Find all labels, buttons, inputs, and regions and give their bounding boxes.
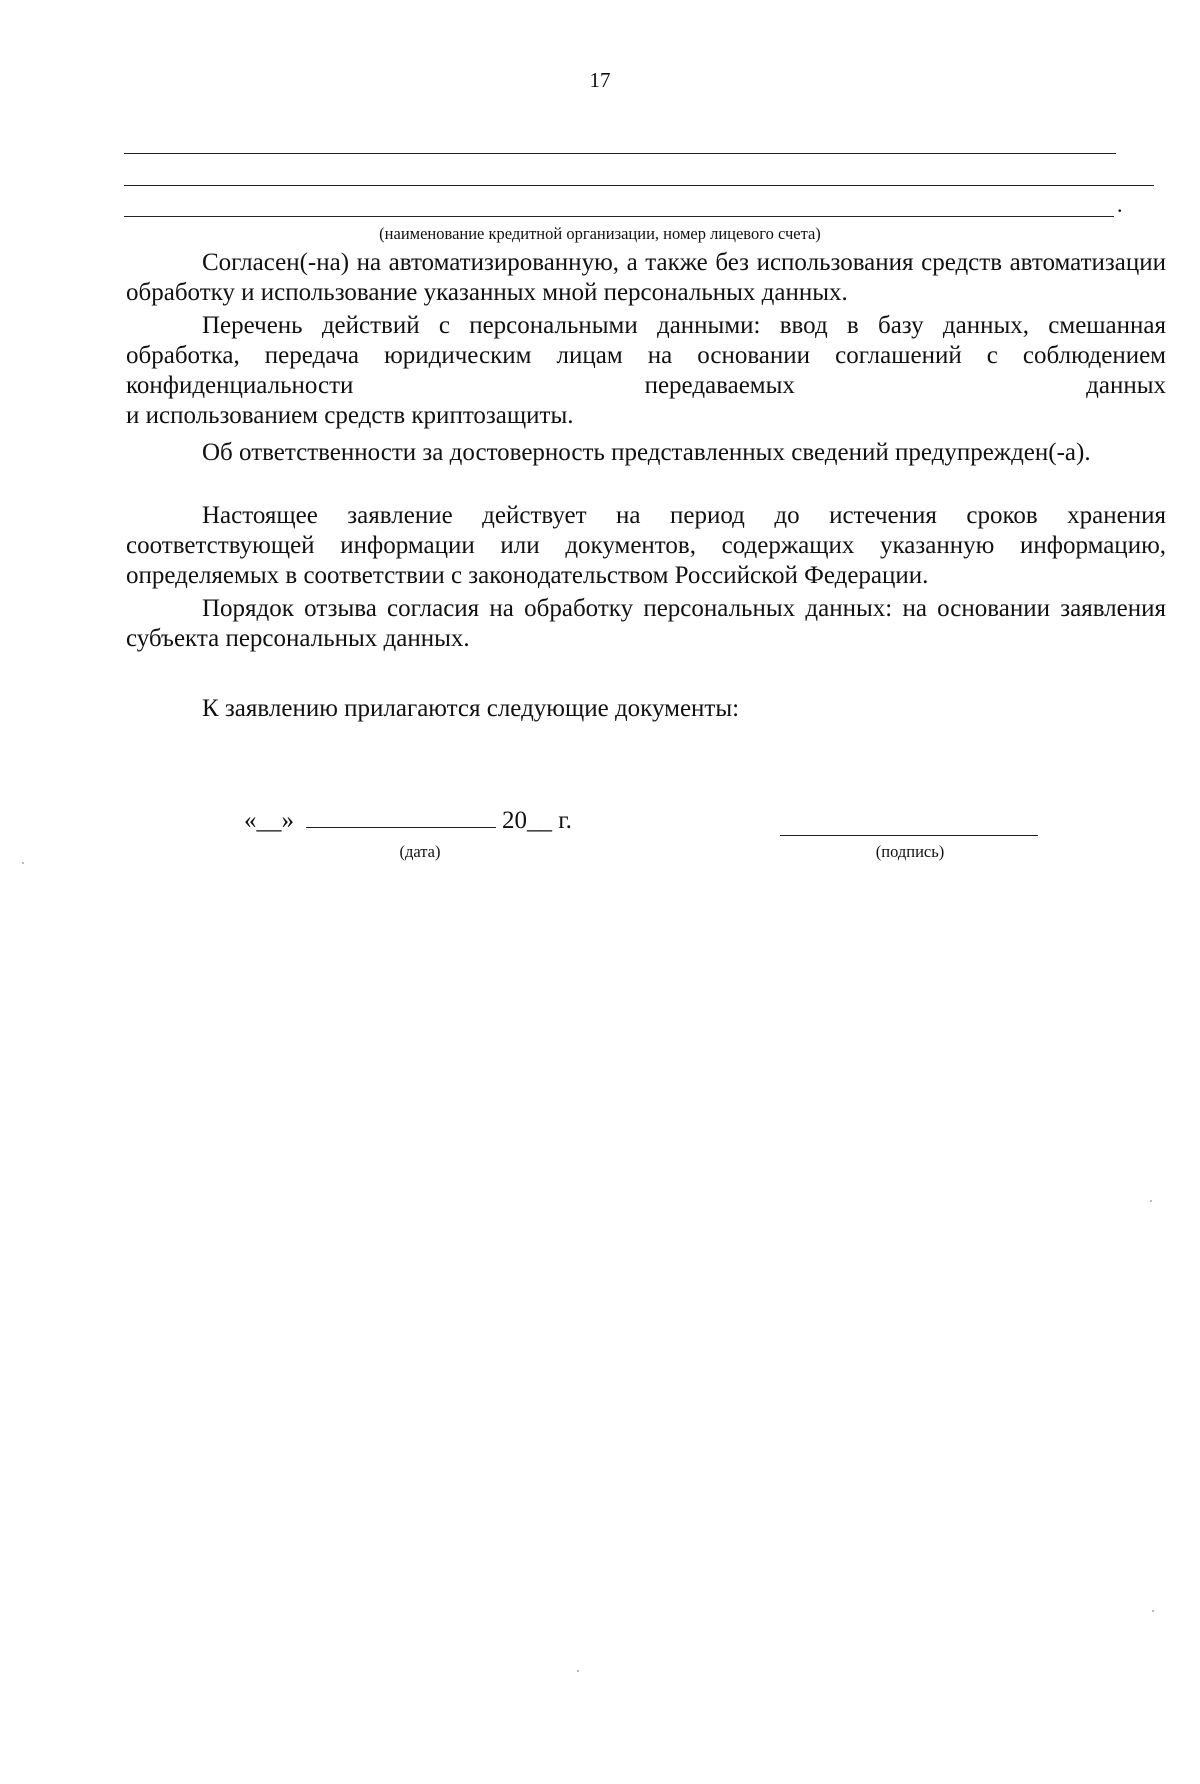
month-blank <box>306 805 496 828</box>
year-blank: __ <box>527 807 552 834</box>
actions-list-paragraph: Перечень действий с персональными данными: ввод в базу данных, смешанная обработка, передача юридическим лицам на основании соглашений с соблюдением конфиденциальности передаваемых данных <box>126 312 1166 399</box>
bank-line-end-mark: . <box>1117 192 1123 217</box>
bank-name-line-3 <box>124 216 1114 217</box>
signature-caption: (подпись) <box>875 842 945 861</box>
bank-name-line-2 <box>124 185 1154 186</box>
responsibility-paragraph: Об ответственности за достоверность представленных сведений предупрежден(-а). <box>202 439 1091 466</box>
year-suffix: г. <box>558 807 572 834</box>
scan-speck <box>577 1670 579 1672</box>
scan-speck <box>1152 1610 1154 1612</box>
actions-list-continuation: и использованием средств криптозащиты. <box>126 402 574 429</box>
scan-speck <box>22 862 24 864</box>
revocation-paragraph: Порядок отзыва согласия на обработку персональных данных: на основании заявления субъекта персональных данных. <box>126 595 1166 652</box>
year-prefix: 20 <box>502 807 527 834</box>
bank-name-line-1 <box>124 153 1116 154</box>
date-field <box>244 805 572 836</box>
scan-speck <box>1150 1200 1152 1202</box>
attachments-label: К заявлению прилагаются следующие документы: <box>202 695 740 722</box>
consent-paragraph: Согласен(-на) на автоматизированную, а также без использования средств автоматизации обработку и использование указанных мной персональных данных. <box>126 249 1166 306</box>
page-number: 17 <box>589 68 611 92</box>
bank-fields-caption: (наименование кредитной организации, номер лицевого счета) <box>379 224 821 243</box>
validity-paragraph: Настоящее заявление действует на период до истечения сроков хранения соответствующей информации или документов, содержащих указанную информацию, определяемых в соответствии с законодательством Российской Федерации. <box>126 502 1166 589</box>
day-quote: «__» <box>244 807 294 834</box>
date-caption: (дата) <box>399 842 441 861</box>
signature-line <box>780 835 1038 836</box>
